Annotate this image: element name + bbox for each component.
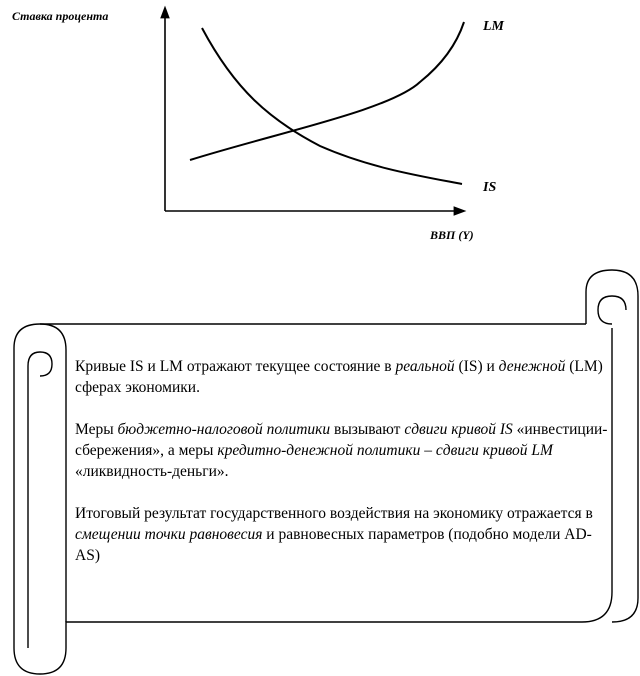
paragraph-result: Итоговый результат государственного воздействия на экономику отражается в смещении точки равновесия и равновесных параметров (подобно модели AD-AS) xyxy=(75,505,593,564)
scroll-left-curl xyxy=(28,352,52,648)
scroll-text xyxy=(75,356,615,566)
scroll-left-roll xyxy=(40,324,66,622)
paragraph-curves: Кривые IS и LM отражают текущее состояние в реальной (IS) и денежной (LM) сферах экономики. xyxy=(75,358,603,396)
scroll-top-curl xyxy=(598,296,626,324)
x-axis-label: ВВП (Y) xyxy=(430,228,474,242)
paragraph-policies: Меры бюджетно-налоговой политики вызывают сдвиги кривой IS «инвестиции-сбережения», а меры кредитно-денежной политики – сдвиги кривой LM «ликвидность-деньги». xyxy=(75,421,608,480)
is-curve-label: IS xyxy=(483,180,497,195)
lm-curve-label: LM xyxy=(483,19,504,34)
y-axis-label: Ставка процента xyxy=(12,9,109,23)
